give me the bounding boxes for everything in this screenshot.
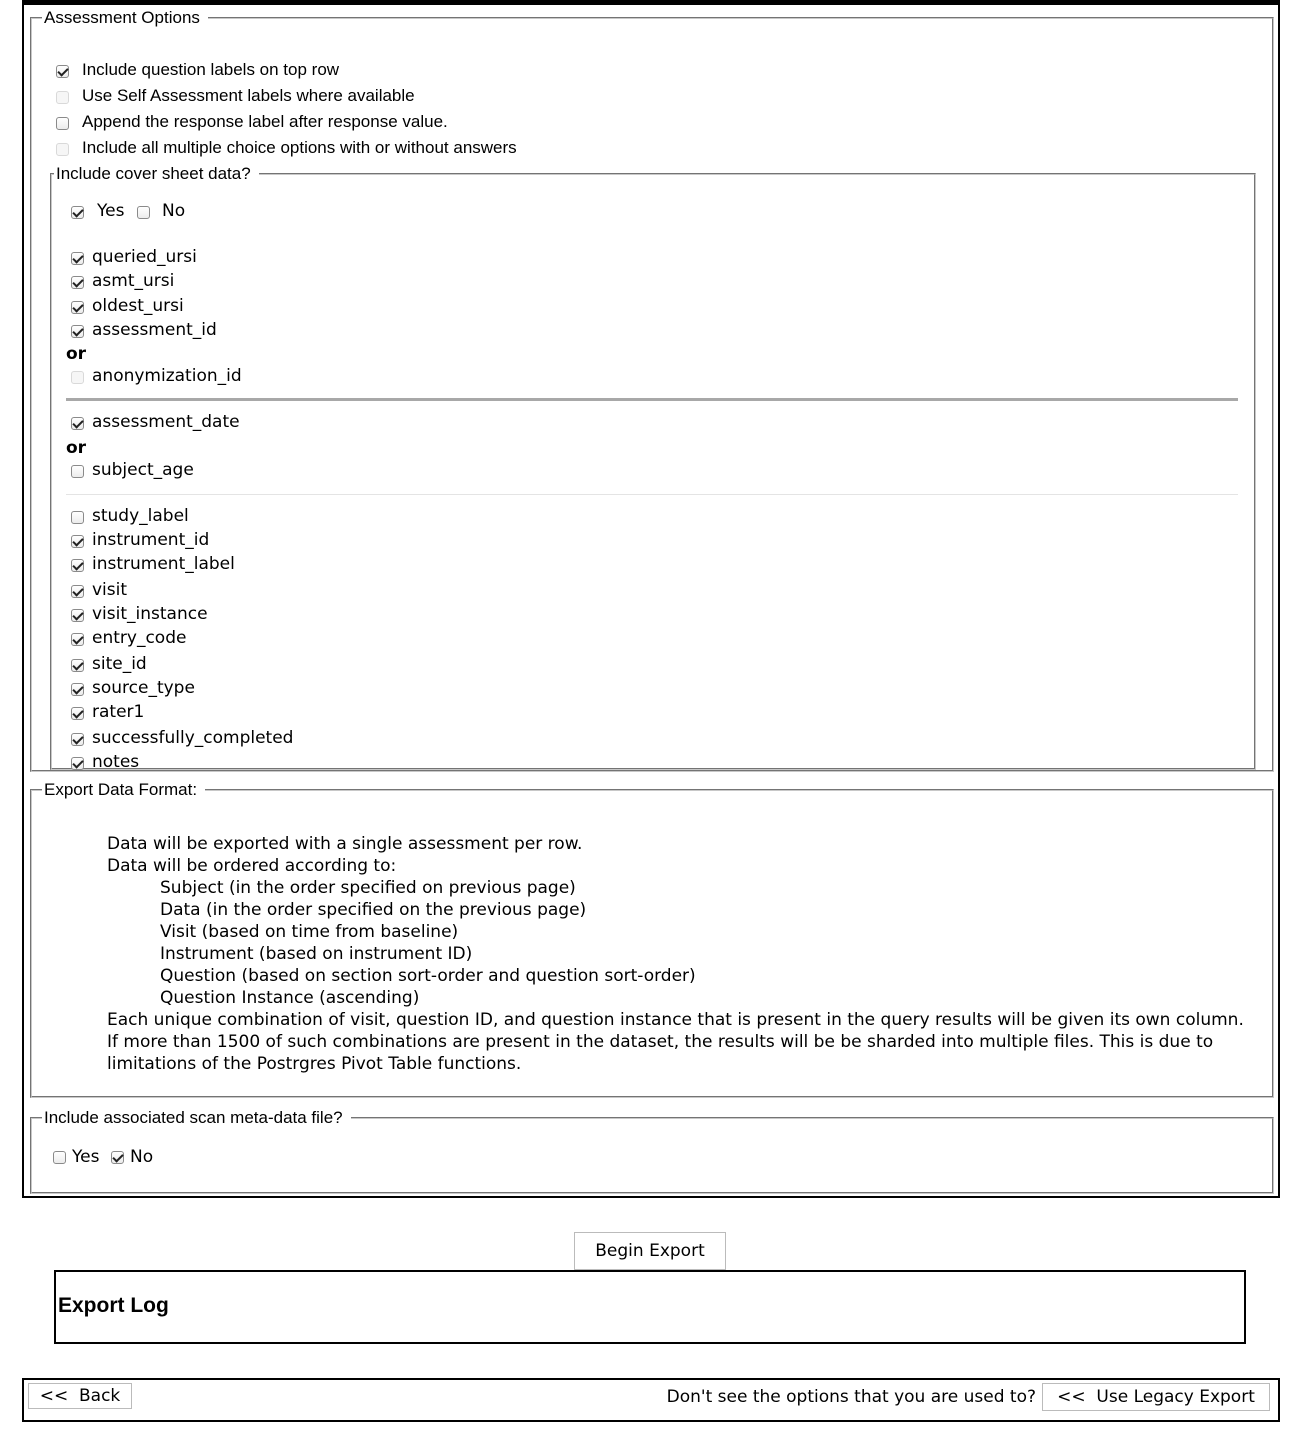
cover-field-checkbox[interactable] xyxy=(71,585,84,598)
cover-field-label: visit xyxy=(92,580,128,600)
order-item: Subject (in the order specified on previous page) xyxy=(160,878,576,898)
cover-field-label: queried_ursi xyxy=(92,247,197,267)
cover-field-label: instrument_id xyxy=(92,530,210,550)
cover-field-checkbox[interactable] xyxy=(71,535,84,548)
cover-field-label: study_label xyxy=(92,506,189,526)
order-item: Visit (based on time from baseline) xyxy=(160,922,459,942)
assessment-option-checkbox xyxy=(56,143,69,156)
cover-field-label: rater1 xyxy=(92,702,145,722)
cover-field-checkbox[interactable] xyxy=(71,609,84,622)
cover-field-label: entry_code xyxy=(92,628,187,648)
legacy-prompt: Don't see the options that you are used to? xyxy=(666,1387,1036,1407)
cover-field-checkbox[interactable] xyxy=(71,633,84,646)
scan-yes-label: Yes xyxy=(72,1147,100,1167)
assessment-option-label: Include question labels on top row xyxy=(82,60,340,79)
assessment-options-legend: Assessment Options xyxy=(44,8,200,27)
cover-no-label: No xyxy=(162,201,186,221)
format-line-2: Data will be ordered according to: xyxy=(107,856,397,876)
cover-field-label: site_id xyxy=(92,654,147,674)
cover-sheet-fieldset xyxy=(50,164,1256,770)
export-format-fieldset xyxy=(30,780,1274,1098)
cover-field-label: successfully_completed xyxy=(92,728,294,748)
cover-field-checkbox[interactable] xyxy=(71,707,84,720)
assessment-options-fieldset xyxy=(30,8,1274,772)
cover-field-label: anonymization_id xyxy=(92,366,242,386)
export-log-title: Export Log xyxy=(58,1294,169,1317)
cover-yes-checkbox[interactable] xyxy=(71,206,84,219)
scan-yes-checkbox[interactable] xyxy=(53,1151,66,1164)
cover-field-checkbox[interactable] xyxy=(71,465,84,478)
cover-field-label: visit_instance xyxy=(92,604,208,624)
format-paragraph-1: Each unique combination of visit, question ID, and question instance that is present in the query results will be given its own column. xyxy=(107,1010,1244,1030)
cover-field-label: assessment_date xyxy=(92,412,240,432)
order-item: Question (based on section sort-order and question sort-order) xyxy=(160,966,696,986)
assessment-option-label: Use Self Assessment labels where available xyxy=(82,86,415,105)
format-paragraph-2: If more than 1500 of such combinations are present in the dataset, the results will be be sharded into multiple files. This is due to xyxy=(107,1032,1214,1052)
cover-field-label: asmt_ursi xyxy=(92,271,175,291)
begin-export-button[interactable]: Begin Export xyxy=(574,1232,726,1270)
assessment-option-checkbox[interactable] xyxy=(56,65,69,78)
cover-field-checkbox[interactable] xyxy=(71,252,84,265)
use-legacy-export-button[interactable]: << Use Legacy Export xyxy=(1042,1383,1270,1411)
assessment-option-label: Include all multiple choice options with or without answers xyxy=(82,138,517,157)
options-panel xyxy=(22,0,1280,1198)
cover-field-checkbox[interactable] xyxy=(71,417,84,430)
cover-field-label: notes xyxy=(92,752,140,772)
order-item: Question Instance (ascending) xyxy=(160,988,420,1008)
or-label: or xyxy=(66,344,87,364)
cover-field-label: source_type xyxy=(92,678,195,698)
cover-sheet-legend: Include cover sheet data? xyxy=(56,164,251,183)
cover-field-checkbox[interactable] xyxy=(71,325,84,338)
cover-field-label: instrument_label xyxy=(92,554,235,574)
cover-no-checkbox[interactable] xyxy=(137,206,150,219)
divider xyxy=(66,494,1238,495)
cover-field-checkbox[interactable] xyxy=(71,683,84,696)
back-button[interactable]: << Back xyxy=(28,1383,132,1409)
export-log-panel xyxy=(54,1270,1246,1344)
scan-no-label: No xyxy=(130,1147,154,1167)
scan-metadata-legend: Include associated scan meta-data file? xyxy=(44,1108,343,1127)
cover-field-checkbox[interactable] xyxy=(71,276,84,289)
or-label: or xyxy=(66,438,87,458)
cover-field-checkbox[interactable] xyxy=(71,301,84,314)
cover-field-label: assessment_id xyxy=(92,320,217,340)
scan-metadata-fieldset xyxy=(30,1108,1274,1194)
cover-field-checkbox[interactable] xyxy=(71,733,84,746)
scan-no-checkbox[interactable] xyxy=(111,1151,124,1164)
cover-field-label: oldest_ursi xyxy=(92,296,184,316)
cover-yes-label: Yes xyxy=(97,201,125,221)
cover-field-checkbox[interactable] xyxy=(71,559,84,572)
export-format-legend: Export Data Format: xyxy=(44,780,198,799)
assessment-option-label: Append the response label after response value. xyxy=(82,112,448,131)
format-paragraph-3: limitations of the Postrgres Pivot Table functions. xyxy=(107,1054,522,1074)
format-line-1: Data will be exported with a single assessment per row. xyxy=(107,834,583,854)
cover-field-checkbox[interactable] xyxy=(71,757,84,770)
footer-bar xyxy=(22,1378,1280,1422)
cover-field-label: subject_age xyxy=(92,460,194,480)
divider xyxy=(66,398,1238,401)
cover-field-checkbox[interactable] xyxy=(71,511,84,524)
order-item: Instrument (based on instrument ID) xyxy=(160,944,473,964)
cover-field-checkbox[interactable] xyxy=(71,659,84,672)
order-item: Data (in the order specified on the previous page) xyxy=(160,900,587,920)
cover-field-checkbox xyxy=(71,371,84,384)
assessment-option-checkbox[interactable] xyxy=(56,117,69,130)
assessment-option-checkbox xyxy=(56,91,69,104)
